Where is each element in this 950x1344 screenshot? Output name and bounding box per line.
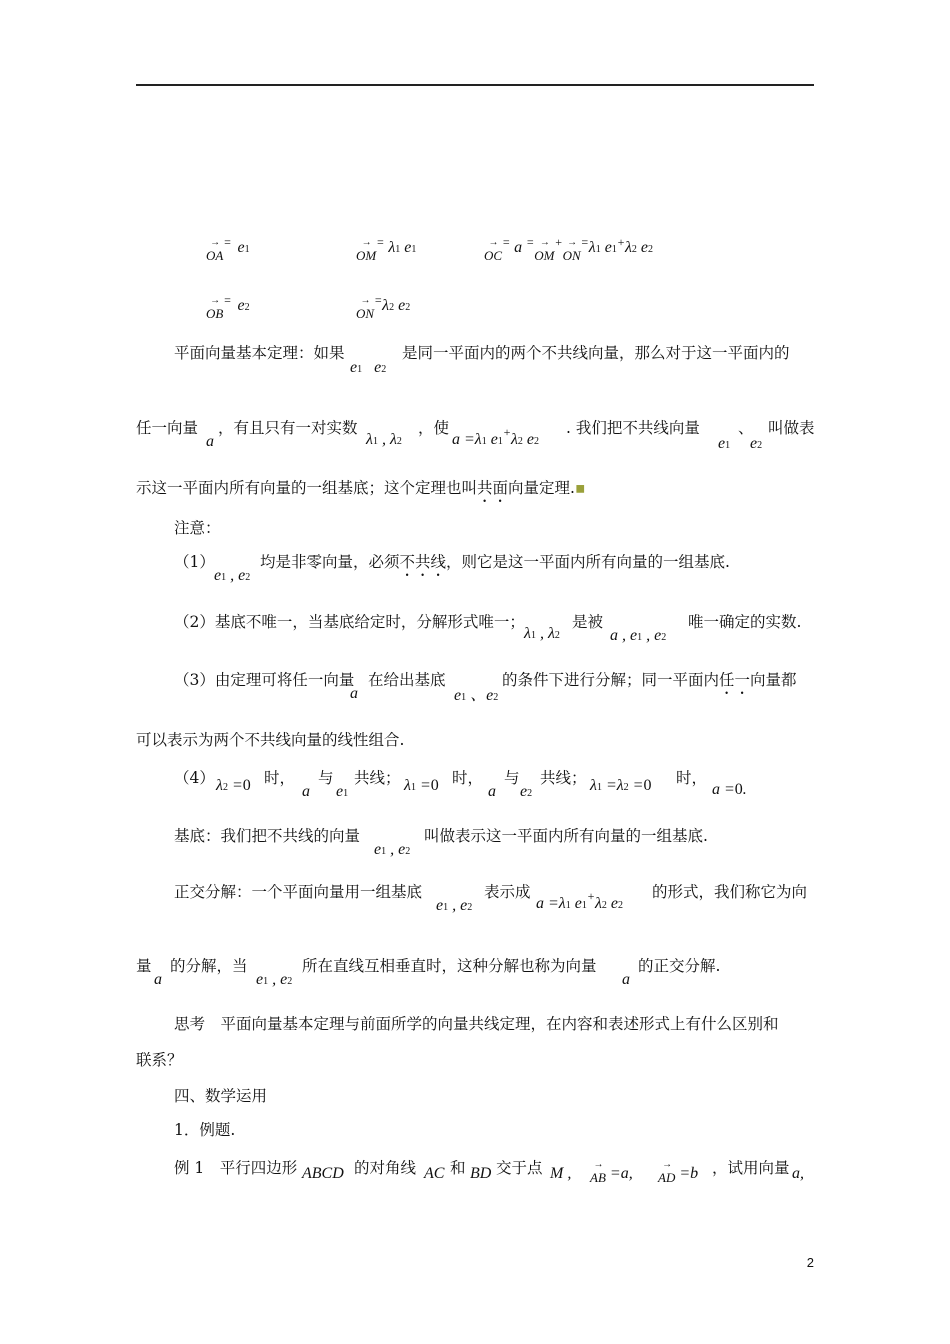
theorem-line3: 示这一平面内所有向量的一组基底；这个定理也叫共面向量定理.▪ [136, 479, 586, 497]
note-2-c: 唯一确定的实数. [688, 613, 802, 631]
note-4-a2: a [488, 783, 496, 800]
example-1-b: 的对角线 [354, 1159, 417, 1177]
theorem-line2-e: 、 [738, 419, 754, 437]
example-1-d: 交于点 [496, 1159, 543, 1177]
example-heading: 1．例题. [174, 1121, 236, 1139]
note-3-c: 的条件下进行分解；同一平面内任一向量都 [502, 671, 797, 689]
example-1-e: ，试用向量 [712, 1159, 790, 1177]
think-line1: 思考 平面向量基本定理与前面所学的向量共线定理，在内容和表述形式上有什么区别和 [174, 1015, 779, 1033]
ortho-eq: a =λ1 e1+λ2 e2 [536, 889, 623, 912]
eq-oc: → OC= a =→ OM+→ ON=λ1 e1+λ2 e2 [484, 238, 653, 260]
example-1: 例 1 平行四边形 [174, 1159, 298, 1177]
header-rule [136, 84, 814, 86]
theorem-e1e2: e1 e2 [350, 359, 387, 376]
note-4-eq4: a =0. [712, 781, 747, 798]
note-1: （1） [174, 553, 215, 571]
note-4-d: 共线； [354, 769, 401, 787]
note-4-e1: e1 [336, 783, 349, 800]
note-4-e: 时， [452, 769, 484, 787]
page-number: 2 [806, 1255, 814, 1270]
theorem-lambdas: λ1 , λ2 [366, 431, 402, 448]
note-3-b: 在给出基底 [368, 671, 446, 689]
theorem-e1: e1 [718, 435, 731, 452]
basis-b: 叫做表示这一平面内所有向量的一组基底. [424, 827, 708, 845]
note-4-h: 时， [676, 769, 708, 787]
basis-line: 基底：我们把不共线的向量 [174, 827, 361, 845]
eq-om: → OM= λ1 e1 [356, 238, 416, 260]
ortho-line2: 量 [136, 957, 152, 975]
example-1-ab: → AB =a, [590, 1164, 633, 1184]
theorem-line2-f: 叫做表 [768, 419, 815, 437]
ortho-b: 表示成 [484, 883, 531, 901]
ortho-a1: a [154, 971, 162, 988]
ortho-e: 的分解，当 [170, 957, 248, 975]
theorem-eq: a =λ1 e1+λ2 e2 [452, 425, 539, 448]
think-line2: 联系？ [136, 1051, 183, 1069]
theorem-line2-d: . 我们把不共线向量 [566, 419, 700, 437]
eq-oa-e1: → OA= e1 [206, 238, 250, 260]
theorem-line2: 任一向量 [136, 419, 199, 437]
eq-ob-e2: → OB= e2 [206, 296, 250, 318]
note-1-vecs: e1 , e2 [214, 567, 251, 584]
note-1-text: 均是非零向量，必须不共线，则它是这一平面内所有向量的一组基底. [260, 553, 730, 571]
theorem-line1: 平面向量基本定理：如果 [174, 344, 345, 362]
note-4-c: 与 [318, 769, 334, 787]
note-4-eq1: λ2 =0 [216, 777, 251, 794]
note-3-a: a [350, 685, 358, 702]
ortho-f: 所在直线互相垂直时，这种分解也称为向量 [302, 957, 597, 975]
note-4-eq3: λ1 =λ2 =0 [590, 777, 652, 794]
note-4-g: 共线； [540, 769, 587, 787]
note-4-b: 时， [264, 769, 296, 787]
example-1-c: 和 [450, 1159, 466, 1177]
note-2-vecs: a , e1 , e2 [610, 627, 667, 644]
theorem-line2-c: ，使 [418, 419, 450, 437]
theorem-a: a [206, 433, 214, 450]
note-4: （4） [174, 769, 215, 787]
note-4-f: 与 [504, 769, 520, 787]
ortho-g: 的正交分解. [638, 957, 721, 975]
theorem-line2-b: ，有且只有一对实数 [218, 419, 358, 437]
theorem-line1-mid: 是同一平面内的两个不共线向量，那么对于这一平面内的 [402, 344, 790, 362]
note-title: 注意： [174, 519, 221, 537]
eq-on: → ON=λ2 e2 [356, 296, 410, 318]
ortho-line1: 正交分解：一个平面向量用一组基底 [174, 883, 423, 901]
example-1-a: a, [792, 1165, 804, 1182]
vec-oa: → OA [206, 246, 223, 266]
example-1-abcd: ABCD [302, 1165, 344, 1182]
note-3-vecs: e1 、e2 [454, 687, 499, 704]
basis-vecs: e1 , e2 [374, 841, 411, 858]
note-2-b: 是被 [572, 613, 604, 631]
section-4-heading: 四、数学运用 [174, 1087, 268, 1105]
note-2: （2）基底不唯一，当基底给定时，分解形式唯一； [174, 613, 525, 631]
ortho-vecs: e1 , e2 [436, 897, 473, 914]
example-1-ac: AC [424, 1165, 445, 1182]
ortho-a2: a [622, 971, 630, 988]
example-1-bd: BD [470, 1165, 492, 1182]
example-1-ad: → AD =b [658, 1164, 698, 1184]
note-4-a1: a [302, 783, 310, 800]
note-2-lambdas: λ1 , λ2 [524, 625, 560, 642]
theorem-e2: e2 [750, 435, 763, 452]
ortho-c: 的形式，我们称它为向 [652, 883, 808, 901]
example-1-m: M , [550, 1165, 572, 1182]
note-3: （3）由定理可将任一向量 [174, 671, 355, 689]
note-4-eq2: λ1 =0 [404, 777, 439, 794]
note-4-e2: e2 [520, 783, 533, 800]
ortho-vecs2: e1 , e2 [256, 971, 293, 988]
note-3-f: 可以表示为两个不共线向量的线性组合. [136, 731, 405, 749]
